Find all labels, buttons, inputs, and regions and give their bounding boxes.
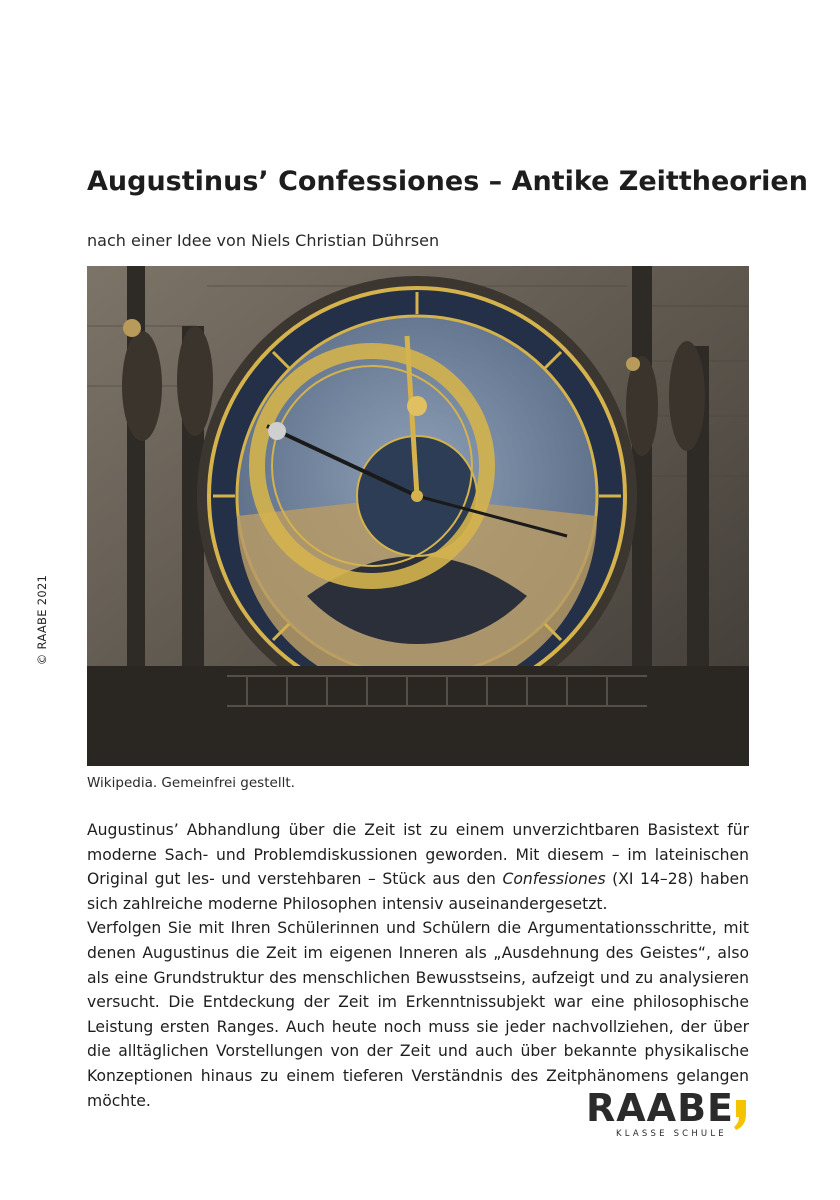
intro-paragraph-1: Augustinus’ Abhandlung über die Zeit ist zu einem unverzichtbaren Basistext für moderne Sach- und Problemdiskussionen geworden. Mit diesem – im lateinischen Original gut les- und verstehbaren – Stück aus den Confessiones (XI 14–28) haben sich zahlreiche moderne Philosophen intensiv auseinandergesetzt.: [87, 821, 749, 913]
logo-tagline: KLASSE SCHULE: [616, 1129, 727, 1139]
page-title: Augustinus’ Confessiones – Antike Zeittheorien: [87, 166, 808, 197]
intro-paragraph-2: Verfolgen Sie mit Ihren Schülerinnen und Schülern die Argumentationsschritte, mit denen Augustinus die Zeit im eigenen Inneren als „Ausdehnung des Geistes“, also als eine Grundstruktur des menschlichen Bewusstseins, aufzeigt und zu analysieren versucht. Die Entdeckung der Zeit im Erkenntnissubjekt war eine philosophische Leistung ersten Ranges. Auch heute noch muss sie jeder nachvollziehen, der über die alltäglichen Vorstellungen von der Zeit und auch über bekannte physikalische Konzeptionen hinaus zu einem tieferen Verständnis des Zeitphänomens gelangen möchte.: [87, 919, 749, 1110]
image-caption: Wikipedia. Gemeinfrei gestellt.: [87, 775, 295, 791]
book-title: Confessiones: [502, 870, 606, 889]
logo-wordmark: RAABE: [586, 1086, 735, 1130]
copyright-note: © RAABE 2021: [35, 574, 49, 666]
page-subtitle: nach einer Idee von Niels Christian Dührsen: [87, 231, 440, 250]
intro-text: [87, 818, 749, 1113]
astronomical-clock-image: [87, 266, 749, 766]
raabe-logo: [586, 1088, 756, 1144]
logo-comma-icon: [734, 1100, 746, 1130]
